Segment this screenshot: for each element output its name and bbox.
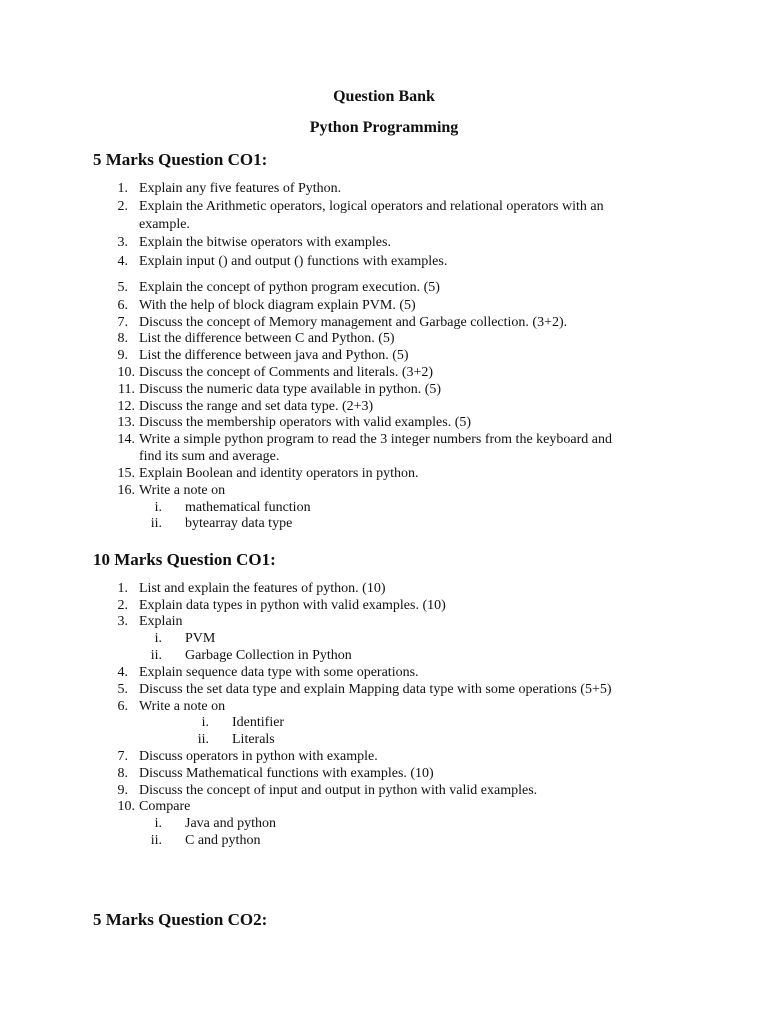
item-number: 9.	[117, 783, 128, 798]
sub-item-text: Garbage Collection in Python	[185, 648, 352, 663]
item-text: List the difference between java and Python. (5)	[139, 348, 409, 363]
item-number: 6.	[117, 699, 128, 714]
item-number: 9.	[117, 348, 128, 363]
item-text: Explain the concept of python program execution. (5)	[139, 280, 440, 295]
item-number: 10.	[117, 799, 135, 814]
item-text: Discuss the membership operators with valid examples. (5)	[139, 415, 472, 430]
item-text: Write a note on	[139, 483, 226, 498]
sub-item-number: ii.	[197, 732, 209, 747]
item-text: List and explain the features of python. (10)	[139, 581, 386, 596]
item-text: Discuss the concept of input and output in python with valid examples.	[139, 783, 538, 798]
item-number: 3.	[117, 614, 128, 629]
sub-item-number: i.	[154, 631, 162, 646]
item-number: 2.	[117, 598, 128, 613]
item-text: Explain input () and output () functions with examples.	[139, 254, 448, 269]
item-number: 4.	[117, 665, 128, 680]
sub-item-text: Java and python	[185, 816, 276, 831]
item-number: 16.	[117, 483, 135, 498]
item-text-continued: find its sum and average.	[139, 449, 280, 464]
sub-item-text: Identifier	[232, 715, 285, 730]
sub-item-number: i.	[154, 816, 162, 831]
sub-item-number: ii.	[150, 648, 162, 663]
item-text: Discuss the set data type and explain Mapping data type with some operations (5+5)	[139, 682, 612, 697]
item-text: Discuss operators in python with example.	[139, 749, 378, 764]
item-text: Compare	[139, 799, 191, 814]
sub-item-number: i.	[154, 500, 162, 515]
item-number: 5.	[117, 280, 128, 295]
item-text: List the difference between C and Python. (5)	[139, 331, 395, 346]
item-text: Explain Boolean and identity operators in python.	[139, 466, 419, 481]
item-text: Explain data types in python with valid examples. (10)	[139, 598, 446, 613]
item-number: 13.	[117, 415, 135, 430]
item-text: Explain	[139, 614, 183, 629]
item-number: 8.	[117, 331, 128, 346]
item-number: 4.	[117, 254, 128, 269]
item-number: 3.	[117, 235, 128, 250]
item-text: Discuss the numeric data type available in python. (5)	[139, 382, 442, 397]
item-text: Explain the Arithmetic operators, logical operators and relational operators with an	[139, 199, 604, 214]
sub-item-text: PVM	[185, 631, 216, 646]
item-number: 2.	[117, 199, 128, 214]
item-number: 6.	[117, 298, 128, 313]
item-number: 1.	[117, 581, 128, 596]
item-number: 14.	[117, 432, 135, 447]
item-text: Write a note on	[139, 699, 226, 714]
item-text: Discuss Mathematical functions with examples. (10)	[139, 766, 434, 781]
sub-item-text: C and python	[185, 833, 261, 848]
sub-item-text: Literals	[232, 732, 275, 747]
item-text: Write a simple python program to read the 3 integer numbers from the keyboard and	[139, 432, 612, 447]
item-number: 7.	[117, 315, 128, 330]
page-subtitle: Python Programming	[309, 119, 459, 136]
item-number: 8.	[117, 766, 128, 781]
section-heading-5-marks-co1: 5 Marks Question CO1:	[93, 150, 268, 169]
item-text: With the help of block diagram explain PVM. (5)	[139, 298, 416, 313]
sub-item-text: bytearray data type	[185, 516, 293, 531]
section-heading-5-marks-co2: 5 Marks Question CO2:	[93, 910, 268, 929]
item-number: 12.	[117, 399, 135, 414]
item-number: 10.	[117, 365, 135, 380]
item-text: Explain any five features of Python.	[139, 181, 342, 196]
sub-item-text: mathematical function	[185, 500, 311, 515]
item-text: Explain sequence data type with some operations.	[139, 665, 419, 680]
item-text: Discuss the concept of Comments and literals. (3+2)	[139, 365, 434, 380]
item-text: Explain the bitwise operators with examples.	[139, 235, 391, 250]
sub-item-number: i.	[201, 715, 209, 730]
section-heading-10-marks-co1: 10 Marks Question CO1:	[93, 550, 276, 569]
item-number: 11.	[118, 382, 135, 397]
page-title: Question Bank	[333, 88, 435, 105]
sub-item-number: ii.	[150, 833, 162, 848]
item-text-continued: example.	[139, 217, 190, 232]
item-number: 1.	[117, 181, 128, 196]
item-number: 5.	[117, 682, 128, 697]
item-text: Discuss the range and set data type. (2+3)	[139, 399, 374, 414]
item-text: Discuss the concept of Memory management and Garbage collection. (3+2).	[139, 315, 568, 330]
item-number: 15.	[117, 466, 135, 481]
sub-item-number: ii.	[150, 516, 162, 531]
item-number: 7.	[117, 749, 128, 764]
